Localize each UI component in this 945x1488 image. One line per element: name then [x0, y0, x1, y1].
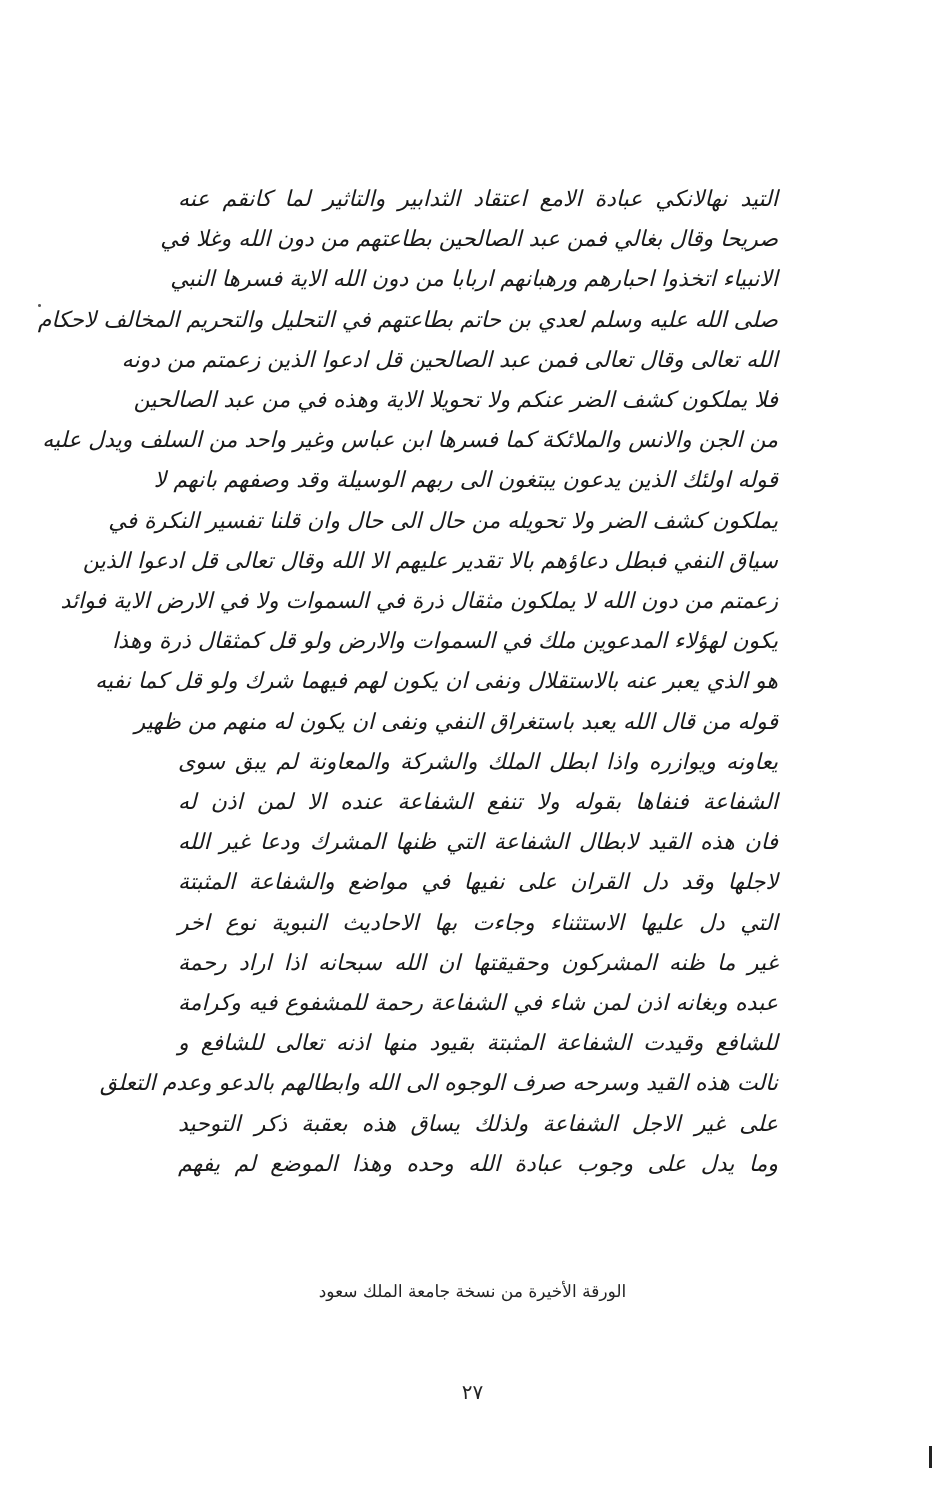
manuscript-line: زعمتم من دون الله لا يملكون مثقال ذرة في السموات ولا في الارض الاية فوائد: [60, 589, 778, 614]
manuscript-line: يعاونه ويوازره واذا ابطل الملك والشركة والمعاونة لم يبق سوى: [178, 749, 778, 775]
manuscript-line: سياق النفي فبطل دعاؤهم بالا تقدير عليهم الا الله وقال تعالى قل ادعوا الذين: [82, 548, 778, 574]
manuscript-line: فان هذه القيد لابطال الشفاعة التي ظنها المشرك ودعا غير الله: [178, 830, 778, 856]
manuscript-line: صلى الله عليه وسلم لعدي بن حاتم بطاعتهم في التحليل والتحريم المخالف لاحكام: [37, 307, 778, 333]
manuscript-line: من الجن والانس والملائكة كما فسرها ابن عباس وغير واحد من السلف ويدل عليه: [42, 428, 778, 454]
manuscript-line: فلا يملكون كشف الضر عنكم ولا تحويلا الاية وهذه في من عبد الصالحين: [133, 388, 778, 413]
manuscript-line: لاجلها وقد دل القران على نفيها في مواضع والشفاعة المثبتة: [178, 870, 778, 896]
manuscript-line: هو الذي يعبر عنه بالاستقلال ونفى ان يكون لهم فيهما شرك ولو قل كما نفيه: [95, 669, 778, 695]
manuscript-line: التيد نهالانكي عبادة الامع اعتقاد الثدابير والتاثير لما كانقم عنه: [178, 187, 778, 212]
manuscript-line: غير ما ظنه المشركون وحقيقتها ان الله سبحانه اذا اراد رحمة: [178, 950, 778, 976]
manuscript-line: للشافع وقيدت الشفاعة المثبتة بقيود منها اذنه تعالى للشافع و: [178, 1031, 778, 1057]
manuscript-line: الانبياء اتخذوا احبارهم ورهبانهم اربابا من دون الله الاية فسرها النبي: [170, 267, 778, 293]
manuscript-line: على غير الاجل الشفاعة ولذلك يساق هذه بعقبة ذكر التوحيد: [178, 1111, 778, 1137]
manuscript-line: التي دل عليها الاستثناء وجاءت بها الاحاديث النبوية نوع اخر: [178, 910, 778, 936]
manuscript-line: قوله من قال الله يعبد باستغراق النفي ونفى ان يكون له منهم من ظهير: [134, 709, 778, 735]
manuscript-image: [37, 180, 778, 1185]
manuscript-line: الشفاعة فنفاها بقوله ولا تنفع الشفاعة عنده الا لمن اذن له: [178, 790, 778, 815]
edge-scan-mark: [929, 1446, 932, 1468]
manuscript-line: نالت هذه القيد وسرحه صرف الوجوه الى الله وابطالهم بالدعو وعدم التعلق: [99, 1071, 778, 1097]
manuscript-line: يملكون كشف الضر ولا تحويله من حال الى حال وان قلنا تفسير النكرة في: [108, 508, 778, 534]
page-number: ٢٧: [461, 1380, 484, 1404]
figure-caption: الورقة الأخيرة من نسخة جامعة الملك سعود: [318, 1282, 627, 1302]
manuscript-line: عبده وبغانه اذن لمن شاء في الشفاعة رحمة للمشفوع فيه وكرامة: [178, 991, 778, 1016]
manuscript-line: وما يدل على وجوب عبادة الله وحده وهذا الموضع لم يفهم: [178, 1151, 778, 1177]
manuscript-line: صريحا وقال بغالي فمن عبد الصالحين بطاعتهم من دون الله وغلا في: [160, 227, 778, 253]
manuscript-line: الله تعالى وقال تعالى فمن عبد الصالحين قل ادعوا الذين زعمتم من دونه: [121, 347, 778, 373]
manuscript-line: يكون لهؤلاء المدعوين ملك في السموات والارض ولو قل كمثقال ذرة وهذا: [112, 629, 778, 655]
manuscript-line: قوله اولئك الذين يدعون يبتغون الى ربهم الوسيلة وقد وصفهم بانهم لا: [153, 468, 778, 494]
